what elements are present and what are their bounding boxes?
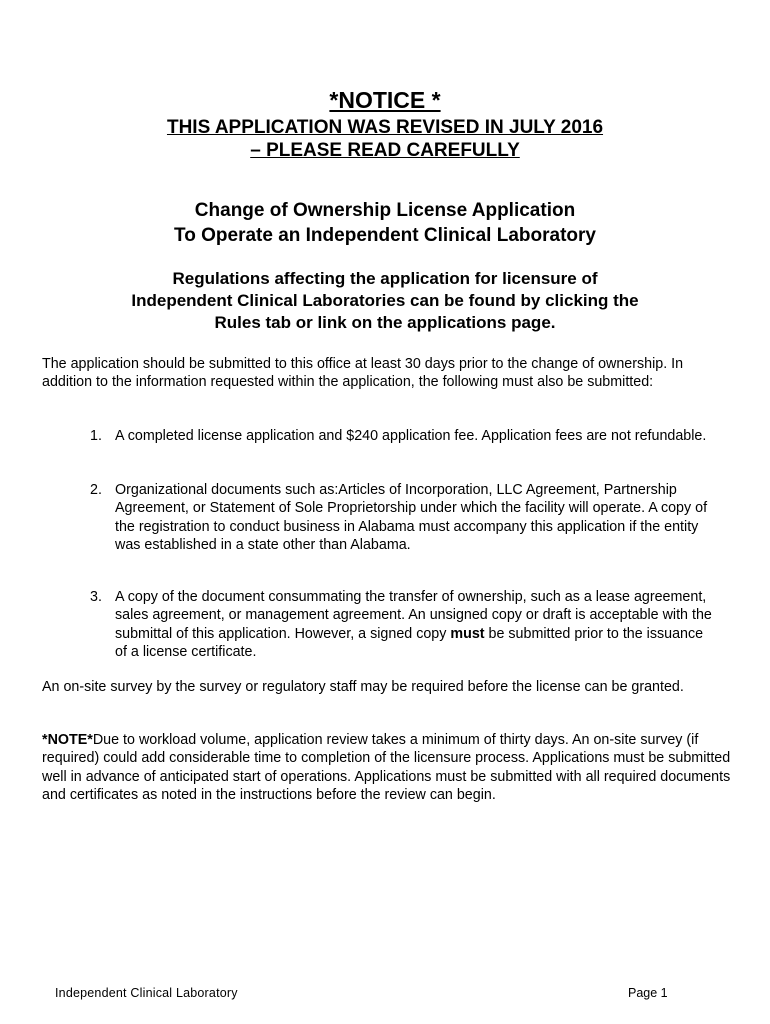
revision-notice-line-2: – PLEASE READ CAREFULLY (250, 140, 520, 161)
list-item-text-part: be submitted prior to the issuance of a license certificate. (115, 625, 704, 660)
list-item-number: 2. (90, 482, 102, 498)
footer-page-number: Page 1 (628, 986, 668, 1000)
note-label: *NOTE* (42, 732, 93, 748)
note-paragraph (42, 731, 732, 804)
document-title-line-1: Change of Ownership License Application (194, 200, 576, 221)
emphasis-must: must (450, 625, 485, 642)
footer-document-name: Independent Clinical Laboratory (55, 986, 238, 1000)
regulations-line-2: Independent Clinical Laboratories can be found by clicking the (131, 291, 639, 310)
note-text: Due to workload volume, application review takes a minimum of thirty days. An on-site survey (if required) could add considerable time to completion of the licensure process. Applications must be submitted well in advance of anticipated start of operations. Applications must be submitted with all required documents and certificates as noted in the instructions before the review can begin. (42, 732, 731, 803)
list-item-text (115, 588, 715, 661)
list-item-text: Organizational documents such as:Articles of Incorporation, LLC Agreement, Partnership Agreement, or Statement of Sole Proprietorship under which the facility will operate. A copy of the registration to conduct business in Alabama must accompany this application if the entity was established in a state other than Alabama. (115, 482, 708, 553)
revision-notice-line-1: THIS APPLICATION WAS REVISED IN JULY 2016 (166, 117, 604, 138)
list-item-text: A completed license application and $240 application fee. Application fees are not refundable. (115, 428, 707, 444)
document-title-line-2: To Operate an Independent Clinical Laboratory (174, 225, 596, 246)
list-item-number: 3. (90, 589, 102, 605)
notice-heading: *NOTICE * (329, 87, 441, 113)
list-item-number: 1. (90, 428, 102, 444)
regulations-line-1: Regulations affecting the application for licensure of (172, 269, 598, 288)
survey-paragraph: An on-site survey by the survey or regulatory staff may be required before the license can be granted. (42, 679, 684, 695)
intro-paragraph: The application should be submitted to this office at least 30 days prior to the change of ownership. In addition to the information requested within the application, the following must also be submitted: (42, 356, 684, 391)
list-item-text-part: A copy of the document consummating the transfer of ownership, such as a lease agreement, sales agreement, or management agreement. An unsigned copy or draft is acceptable with the submittal of this application. However, a signed copy (115, 589, 712, 642)
regulations-line-3: Rules tab or link on the applications page. (214, 313, 556, 332)
